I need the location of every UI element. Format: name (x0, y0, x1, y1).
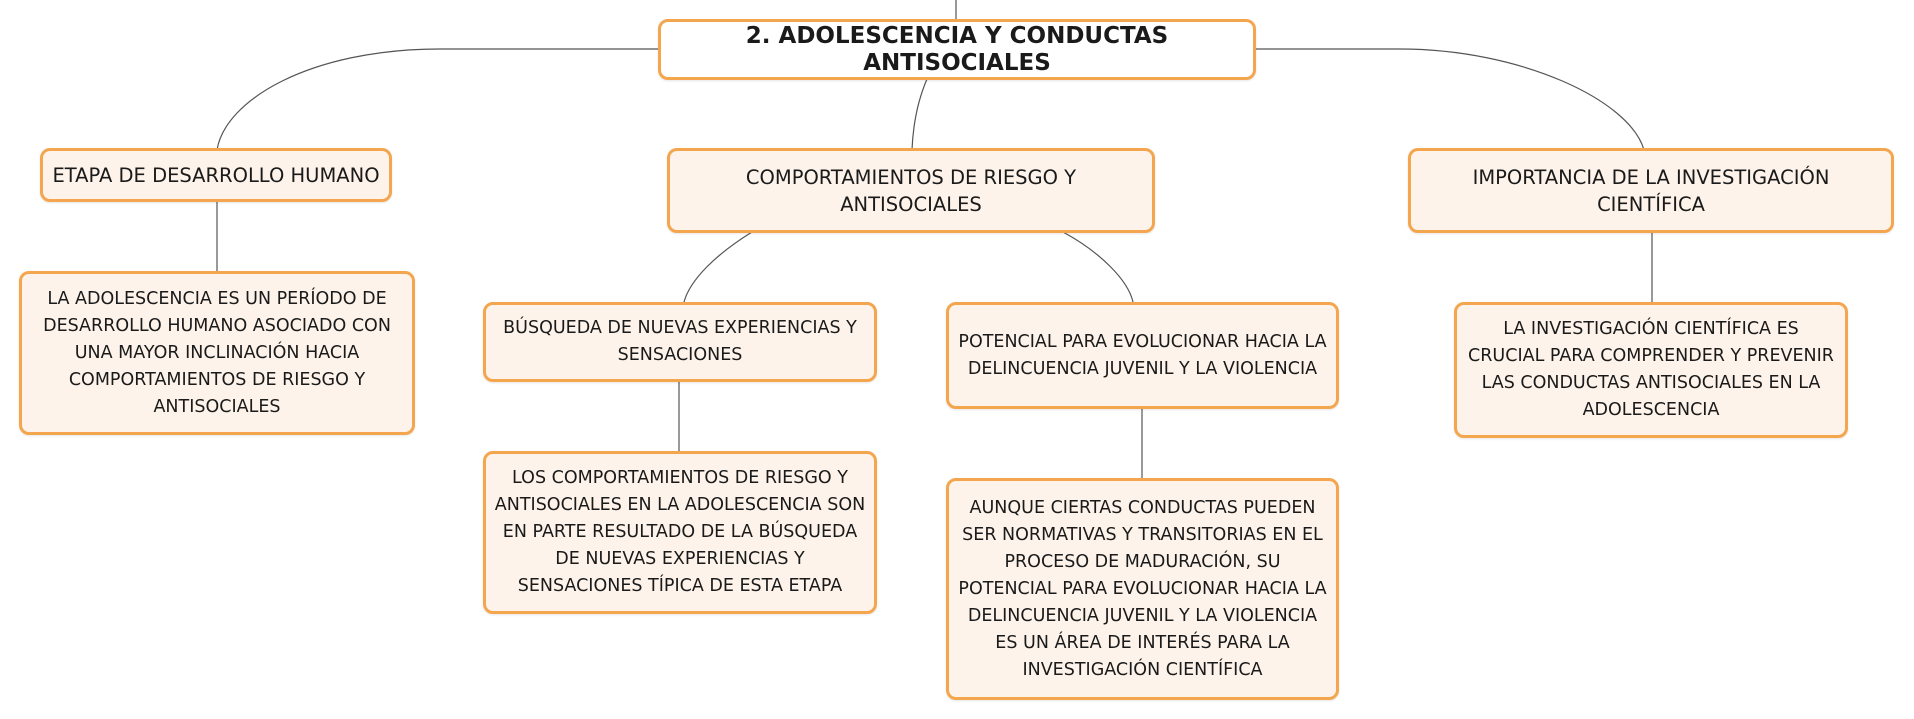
importancia-node-label: IMPORTANCIA DE LA INVESTIGACIÓN CIENTÍFICA (1472, 165, 1830, 216)
etapa-node-label: ETAPA DE DESARROLLO HUMANO (52, 163, 380, 187)
etapa-detail-node[interactable] (19, 271, 415, 435)
busqueda-detail-node[interactable] (483, 451, 877, 614)
connector-root-to-importancia (1253, 49, 1644, 150)
busqueda-detail-text: LOS COMPORTAMIENTOS DE RIESGO Y ANTISOCIALES EN LA ADOLESCENCIA SON EN PARTE RESULTADO DE LA BÚSQUEDA DE NUEVAS EXPERIENCIAS Y SENSACIONES TÍPICA DE ESTA ETAPA (494, 468, 866, 596)
busqueda-node-label: BÚSQUEDA DE NUEVAS EXPERIENCIAS Y SENSACIONES (503, 318, 857, 365)
root-node-label: 2. ADOLESCENCIA Y CONDUCTAS ANTISOCIALES (745, 22, 1169, 76)
etapa-detail-text: LA ADOLESCENCIA ES UN PERÍODO DE DESARROLLO HUMANO ASOCIADO CON UNA MAYOR INCLINACIÓN HACIA COMPORTAMIENTOS DE RIESGO Y ANTISOCIALES (43, 288, 391, 417)
etapa-node[interactable] (40, 148, 392, 202)
connector-comportamientos-to-busqueda (684, 232, 752, 302)
comportamientos-node[interactable] (667, 148, 1155, 233)
connector-comportamientos-to-potencial (1063, 232, 1133, 302)
potencial-node[interactable] (946, 302, 1339, 409)
comportamientos-node-label: COMPORTAMIENTOS DE RIESGO Y ANTISOCIALES (745, 165, 1077, 216)
importancia-detail-node[interactable] (1454, 302, 1848, 438)
root-node[interactable] (658, 19, 1256, 80)
connector-root-to-comportamientos (912, 79, 927, 150)
busqueda-node[interactable] (483, 302, 877, 382)
importancia-node[interactable] (1408, 148, 1894, 233)
importancia-detail-text: LA INVESTIGACIÓN CIENTÍFICA ES CRUCIAL PARA COMPRENDER Y PREVENIR LAS CONDUCTAS ANTISOCIALES EN LA ADOLESCENCIA (1468, 319, 1834, 420)
potencial-detail-text: AUNQUE CIERTAS CONDUCTAS PUEDEN SER NORMATIVAS Y TRANSITORIAS EN EL PROCESO DE MADURACIÓN, SU POTENCIAL PARA EVOLUCIONAR HACIA LA DELINCUENCIA JUVENIL Y LA VIOLENCIA ES UN ÁREA DE INTERÉS PARA LA INVESTIGACIÓN CIENTÍFICA (958, 497, 1327, 680)
potencial-node-label: POTENCIAL PARA EVOLUCIONAR HACIA LA DELINCUENCIA JUVENIL Y LA VIOLENCIA (958, 331, 1327, 379)
connector-root-to-etapa (217, 49, 660, 150)
potencial-detail-node[interactable] (946, 478, 1339, 700)
